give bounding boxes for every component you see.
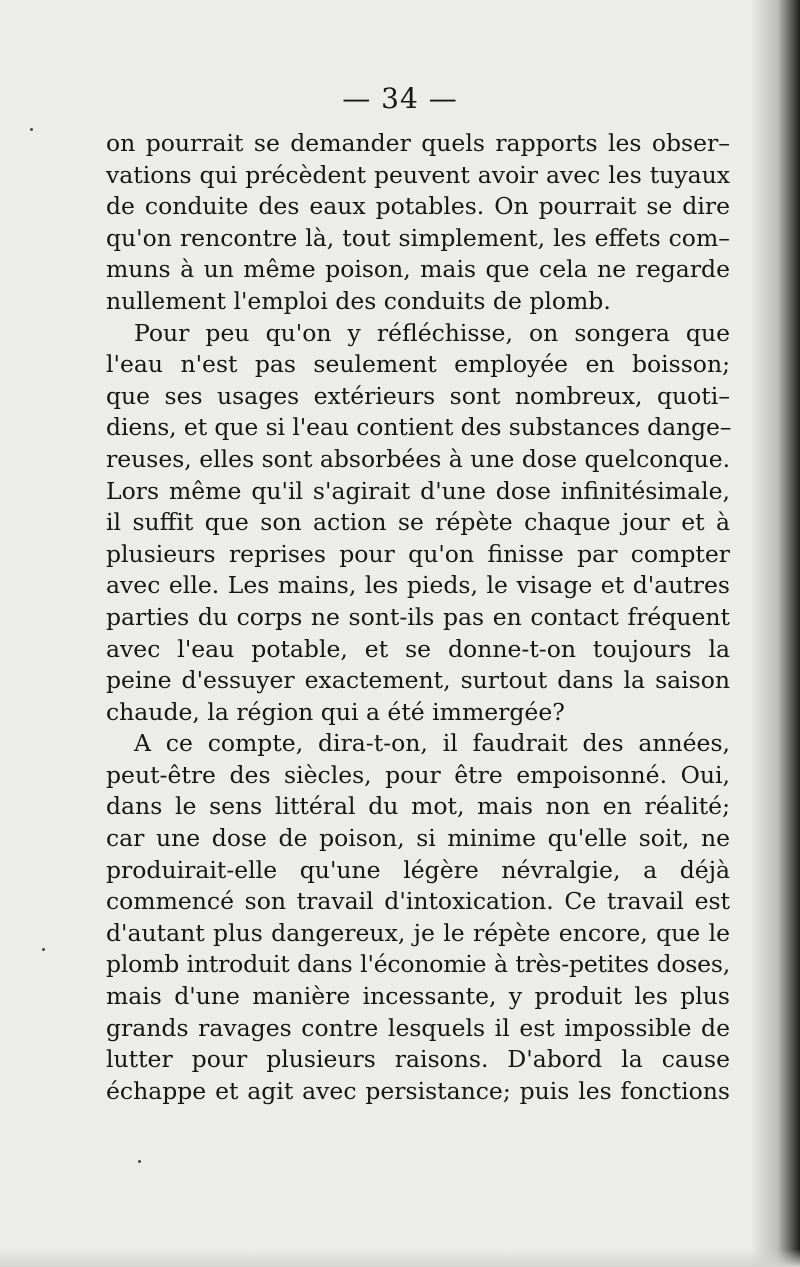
- text-line: d'autant plus dangereux, je le répète encore, que le: [106, 918, 730, 947]
- text-line: échappe et agit avec persistance; puis les fonctions: [106, 1076, 730, 1105]
- text-line: chaude, la région qui a été immergée?: [106, 697, 565, 726]
- text-line: produirait-elle qu'une légère névralgie, a déjà: [106, 855, 730, 884]
- speck-mark: [138, 1160, 141, 1163]
- speck-mark: [30, 128, 33, 131]
- text-line: plusieurs reprises pour qu'on finisse par compter: [106, 539, 730, 568]
- text-line: car une dose de poison, si minime qu'elle soit, ne: [106, 824, 730, 853]
- page-bottom-shadow: [0, 1249, 800, 1267]
- body-text: [106, 128, 730, 1107]
- text-line: commencé son travail d'intoxication. Ce travail est: [106, 887, 730, 916]
- text-line: il suffit que son action se répète chaque jour et à: [106, 508, 730, 537]
- text-line: qu'on rencontre là, tout simplement, les effets com–: [106, 223, 730, 252]
- speck-mark: [42, 948, 45, 951]
- text-line: nullement l'emploi des conduits de plomb.: [106, 286, 611, 315]
- text-line: peine d'essuyer exactement, surtout dans la saison: [106, 666, 730, 695]
- page-number: — 34 —: [342, 82, 458, 115]
- text-line: avec elle. Les mains, les pieds, le visage et d'autres: [106, 571, 730, 600]
- page-edge-shadow: [750, 0, 800, 1267]
- text-line: lutter pour plusieurs raisons. D'abord la cause: [106, 1045, 730, 1074]
- text-line: de conduite des eaux potables. On pourrait se dire: [106, 192, 730, 221]
- text-line: diens, et que si l'eau contient des substances dange–: [106, 413, 732, 442]
- text-line: l'eau n'est pas seulement employée en boisson;: [106, 350, 730, 379]
- text-line: reuses, elles sont absorbées à une dose quelconque.: [106, 444, 731, 473]
- text-line: peut-être des siècles, pour être empoisonné. Oui,: [106, 760, 730, 789]
- text-line: muns à un même poison, mais que cela ne regarde: [106, 255, 730, 284]
- text-line: A ce compte, dira-t-on, il faudrait des années,: [134, 729, 730, 758]
- text-line: mais d'une manière incessante, y produit les plus: [106, 982, 730, 1011]
- text-line: on pourrait se demander quels rapports les obser–: [106, 129, 730, 157]
- text-line: dans le sens littéral du mot, mais non en réalité;: [106, 792, 730, 821]
- text-line: grands ravages contre lesquels il est impossible de: [106, 1013, 730, 1042]
- text-line: Lors même qu'il s'agirait d'une dose infinitésimale,: [106, 476, 730, 505]
- text-line: avec l'eau potable, et se donne-t-on toujours la: [106, 634, 730, 663]
- text-line: parties du corps ne sont-ils pas en contact fréquent: [106, 602, 730, 631]
- text-line: vations qui précèdent peuvent avoir avec les tuyaux: [106, 160, 730, 189]
- text-line: plomb introduit dans l'économie à très-petites doses,: [106, 950, 730, 979]
- text-line: que ses usages extérieurs sont nombreux, quoti–: [106, 381, 730, 410]
- text-line: Pour peu qu'on y réfléchisse, on songera que: [134, 318, 730, 347]
